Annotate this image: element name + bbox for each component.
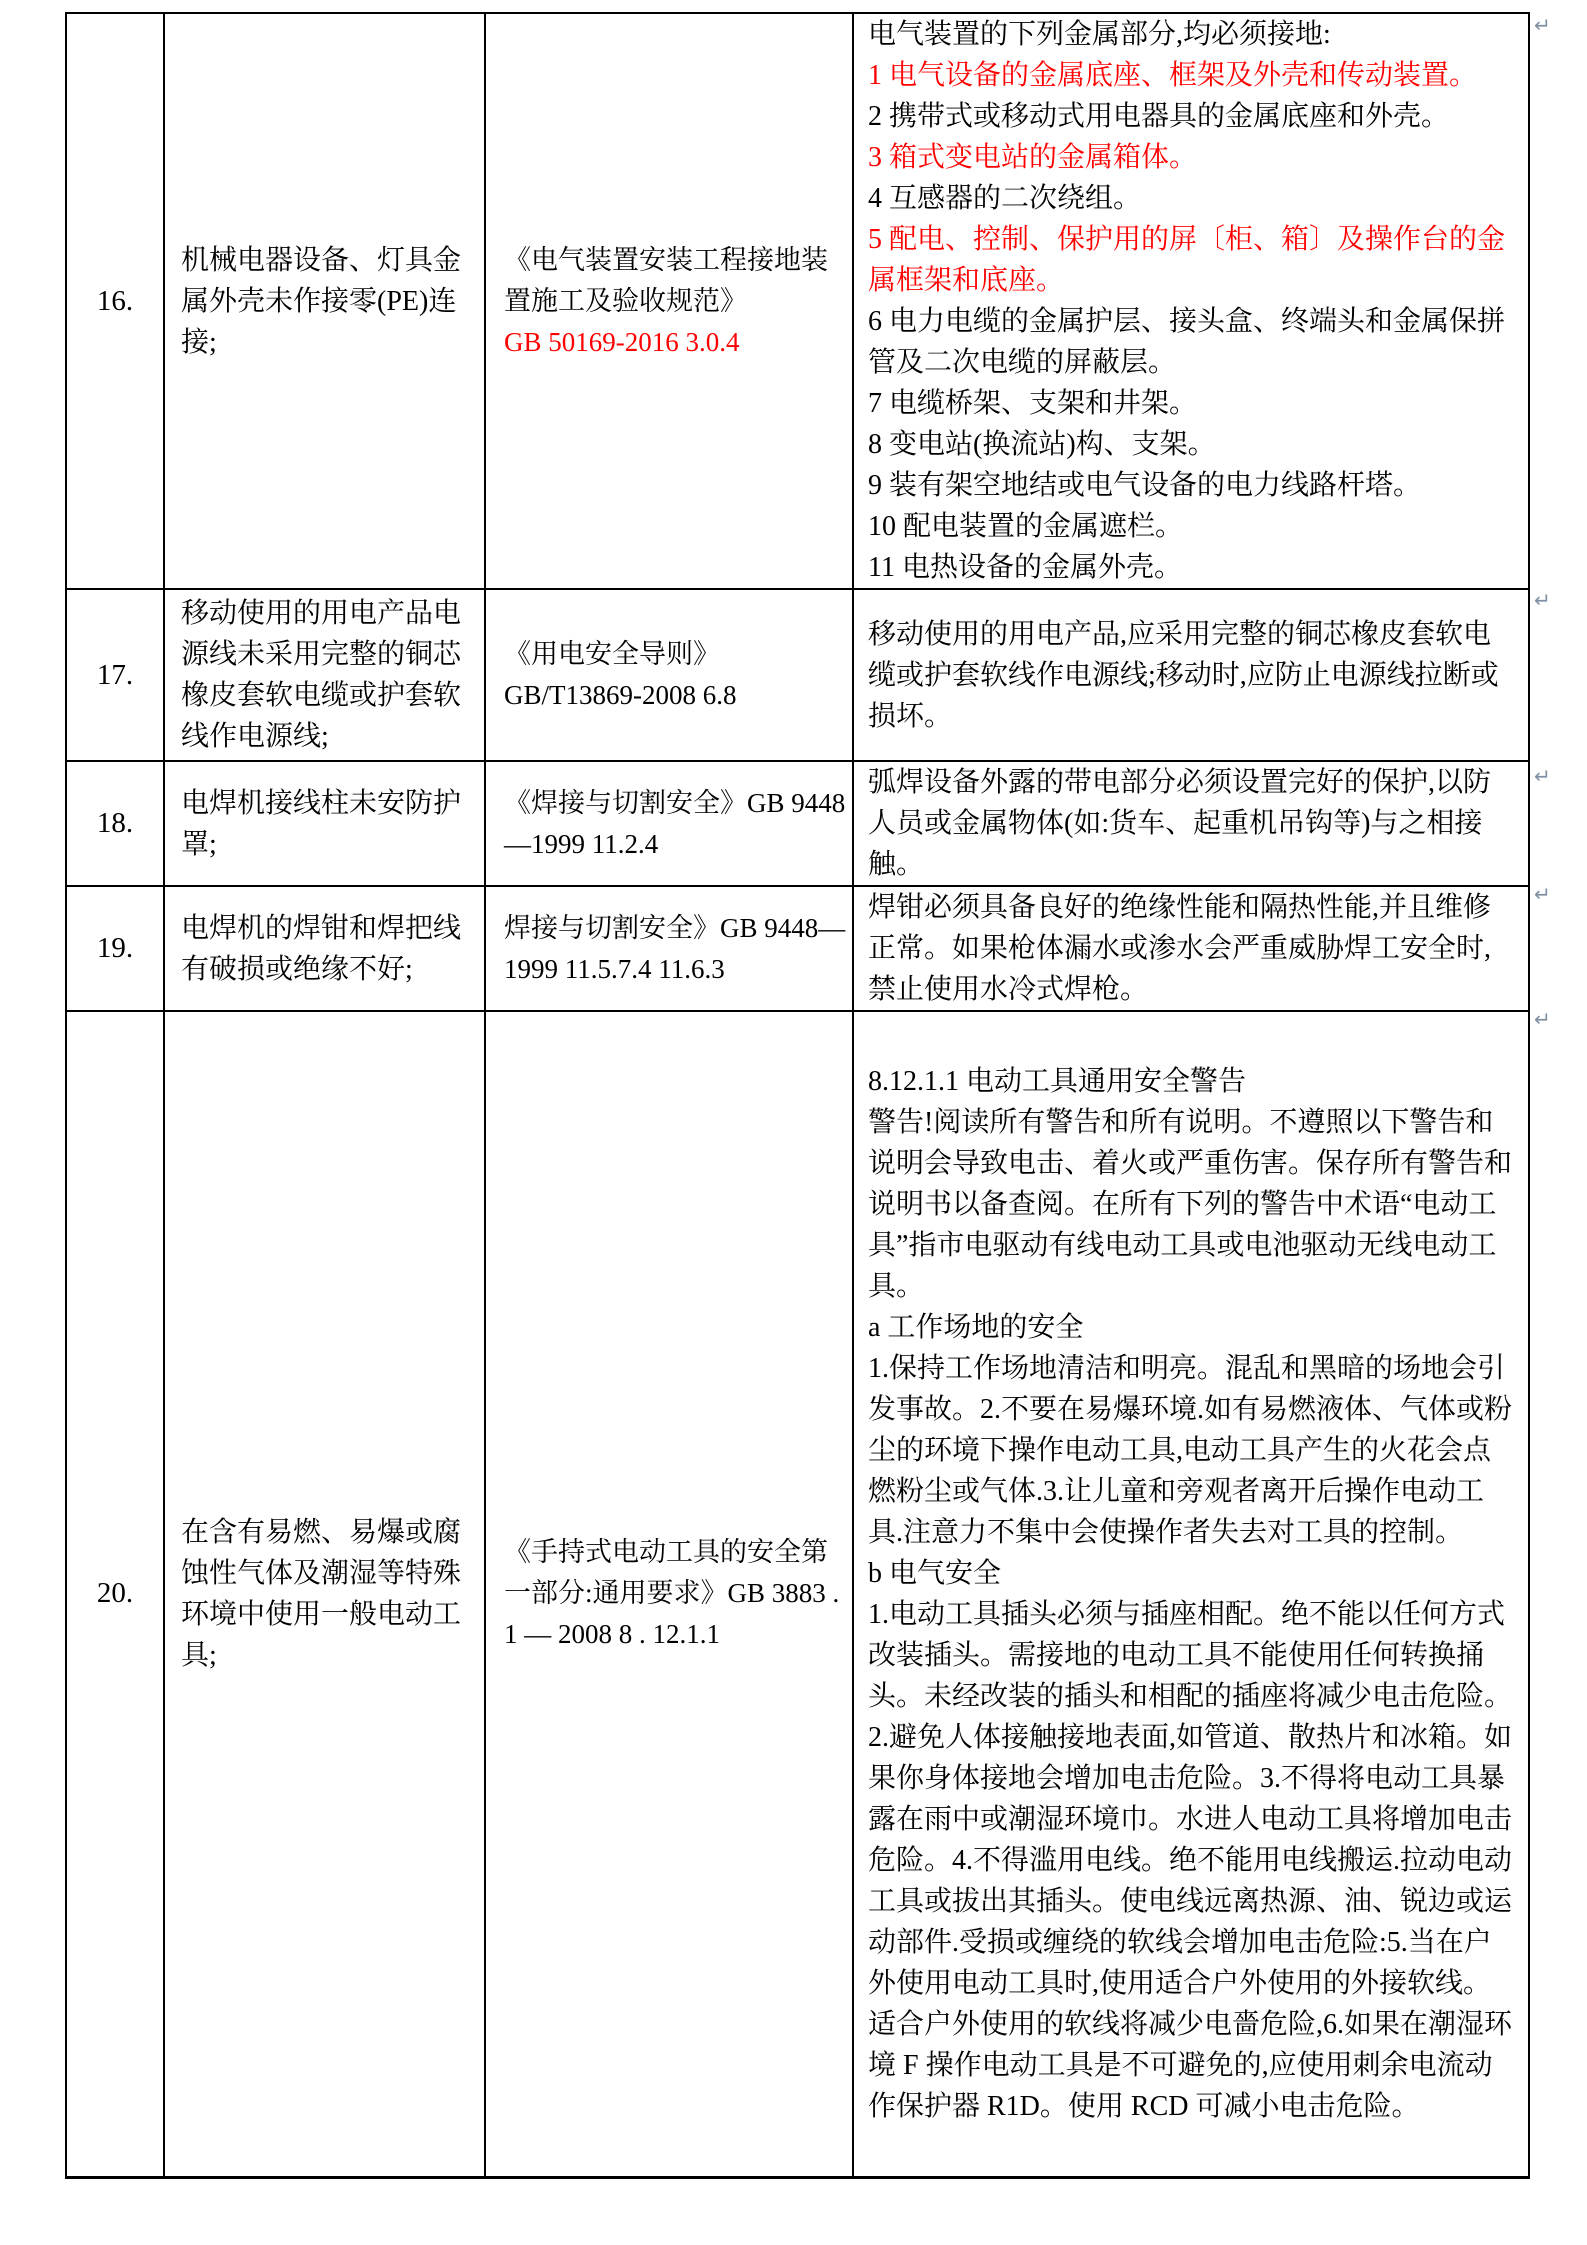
safety-regulation-table [65, 12, 1530, 2179]
issue-cell: 在含有易燃、易爆或腐蚀性气体及潮湿等特殊环境中使用一般电动工具; [164, 1011, 485, 2177]
requirement-paragraph: 3 箱式变电站的金属箱体。 [868, 142, 1198, 173]
requirement-paragraph: 10 配电装置的金属遮栏。 [868, 511, 1184, 542]
requirement-paragraph: 1.电动工具插头必须与插座相配。绝不能以任何方式改装插头。需接地的电动工具不能使用任何转换捅头。未经改装的插头和相配的插座将减少电击危险。2.避免人体接触接地表面,如管道、散热片和冰箱。如果你身体接地会增加电击危险。3.不得将电动工具暴露在雨中或潮湿环境巾。水进人电动工具将增加电击危险。4.不得滥用电线。绝不能用电线搬运.拉动电动工具或拔出其插头。使电线远离热源、油、锐边或运动部件.受损或缠绕的软线会增加电击危险:5.当在户外使用电动工具时,使用适合户外使用的外接软线。适合户外使用的软线将减少电嗇危险,6.如果在潮湿环境 F 操作电动工具是不可避免的,应使用刺余电流动作保护器 R1D。使用 RCD 可减小电击危险。 [868, 1598, 1513, 2122]
standard-line: 1999 11.5.7.4 11.6.3 [504, 953, 725, 984]
paragraph-mark-icon: ↵ [1534, 1007, 1551, 1031]
standard-line: 1 — 2008 8 . 12.1.1 [504, 1619, 720, 1650]
table-row [66, 761, 1529, 886]
standard-line: 一部分:通用要求》GB 3883 . [504, 1578, 840, 1609]
standard-cell [485, 886, 853, 1011]
requirement-paragraph: 9 装有架空地结或电气设备的电力线路杆塔。 [868, 470, 1422, 501]
requirement-paragraph: 2 携带式或移动式用电器具的金属底座和外壳。 [868, 101, 1450, 132]
row-number-cell: 17. [66, 589, 164, 761]
row-number-cell: 20. [66, 1011, 164, 2177]
requirement-paragraph: b 电气安全 [868, 1557, 1002, 1589]
requirement-paragraph: 5 配电、控制、保护用的屏〔柜、箱〕及操作台的金属框架和底座。 [868, 224, 1506, 296]
table-row [66, 1011, 1529, 2177]
row-number-cell: 18. [66, 761, 164, 886]
standard-line: 置施工及验收规范》 [504, 285, 747, 316]
standard-line: 《焊接与切割安全》GB 9448 [504, 787, 846, 818]
row-number-cell: 16. [66, 13, 164, 589]
table-row [66, 589, 1529, 761]
standard-line: GB 50169-2016 3.0.4 [504, 326, 740, 357]
standard-line: 《用电安全导则》 [504, 639, 720, 669]
requirement-cell [853, 589, 1529, 761]
requirement-paragraph: 警告!阅读所有警告和所有说明。不遵照以下警告和说明会导致电击、着火或严重伤害。保存所有警告和说明书以备查阅。在所有下列的警告中术语“电动工具”指市电驱动有线电动工具或电池驱动无线电动工具。 [868, 1106, 1513, 1302]
standard-cell [485, 589, 853, 761]
requirement-paragraph: 7 电缆桥架、支架和井架。 [868, 388, 1198, 419]
requirement-cell [853, 886, 1529, 1011]
issue-cell: 移动使用的用电产品电源线未采用完整的铜芯橡皮套软电缆或护套软线作电源线; [164, 589, 485, 761]
requirement-paragraph: 1 电气设备的金属底座、框架及外壳和传动装置。 [868, 60, 1478, 91]
issue-cell: 机械电器设备、灯具金属外壳未作接零(PE)连接; [164, 13, 485, 589]
requirement-paragraph: 焊钳必须具备良好的绝缘性能和隔热性能,并且维修正常。如果枪体漏水或渗水会严重威胁焊工安全时,禁止使用水冷式焊枪。 [868, 892, 1492, 1005]
table-body [66, 13, 1529, 2177]
requirement-paragraph: 1.保持工作场地清洁和明亮。混乱和黑暗的场地会引发事故。2.不要在易爆环境.如有易燃液体、气体或粉尘的环境下操作电动工具,电动工具产生的火花会点燃粉尘或气体.3.让儿童和旁观者离开后操作电动工具.注意力不集中会使操作者失去对工具的控制。 [868, 1352, 1513, 1548]
standard-line: 焊接与切割安全》GB 9448— [504, 912, 846, 943]
standard-cell [485, 761, 853, 886]
requirement-paragraph: 移动使用的用电产品,应采用完整的铜芯橡皮套软电缆或护套软线作电源线;移动时,应防止电源线拉断或损坏。 [868, 618, 1499, 732]
requirement-cell [853, 761, 1529, 886]
paragraph-mark-icon: ↵ [1534, 13, 1551, 37]
requirement-paragraph: 电气装置的下列金属部分,均必须接地: [868, 19, 1331, 50]
requirement-paragraph: 弧焊设备外露的带电部分必须设置完好的保护,以防人员或金属物体(如:货车、起重机吊钩等)与之相接触。 [868, 767, 1492, 880]
paragraph-mark-icon: ↵ [1534, 764, 1551, 788]
requirement-paragraph: 4 互感器的二次绕组。 [868, 183, 1142, 214]
requirement-cell [853, 1011, 1529, 2177]
standard-line: GB/T13869-2008 6.8 [504, 680, 737, 710]
table-row [66, 13, 1529, 589]
requirement-paragraph: 11 电热设备的金属外壳。 [868, 552, 1182, 583]
standard-line: 《手持式电动工具的安全第 [504, 1537, 828, 1568]
requirement-paragraph: 8.12.1.1 电动工具通用安全警告 [868, 1065, 1247, 1097]
requirement-cell [853, 13, 1529, 589]
table-row [66, 886, 1529, 1011]
standard-line: 《电气装置安装工程接地装 [504, 244, 828, 275]
requirement-paragraph: a 工作场地的安全 [868, 1311, 1084, 1343]
issue-cell: 电焊机接线柱未安防护罩; [164, 761, 485, 886]
standard-line: —1999 11.2.4 [504, 828, 659, 859]
issue-cell: 电焊机的焊钳和焊把线有破损或绝缘不好; [164, 886, 485, 1011]
requirement-paragraph: 8 变电站(换流站)构、支架。 [868, 429, 1216, 460]
row-number-cell: 19. [66, 886, 164, 1011]
standard-cell [485, 13, 853, 589]
paragraph-mark-icon: ↵ [1534, 588, 1551, 612]
standard-cell [485, 1011, 853, 2177]
requirement-paragraph: 6 电力电缆的金属护层、接头盒、终端头和金属保拼管及二次电缆的屏蔽层。 [868, 306, 1506, 378]
paragraph-mark-icon: ↵ [1534, 882, 1551, 906]
